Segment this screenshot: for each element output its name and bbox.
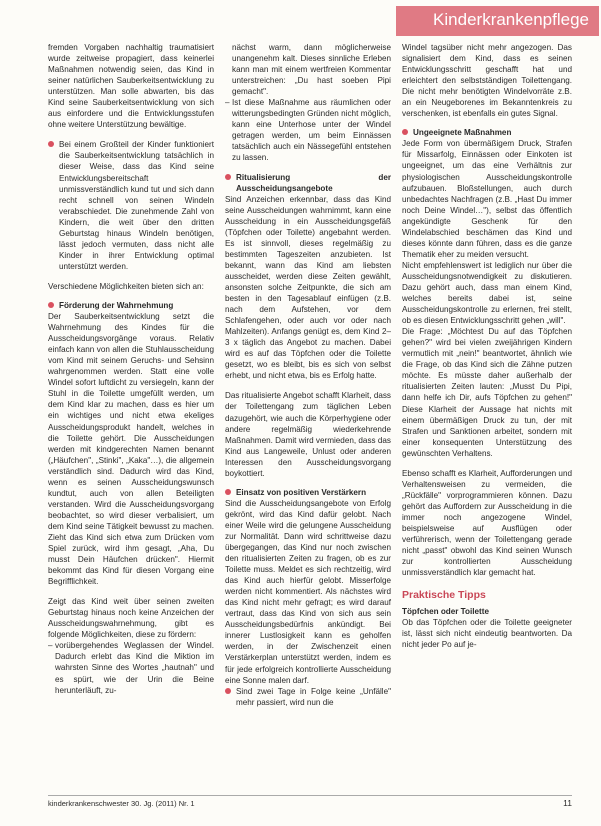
paragraph: nächst warm, dann möglicherweise unangenehm kalt. Dieses sinnliche Erleben kann man mit einem wertfreien Kommentar unterstreichen: „Du hast soeben Pipi gemacht". (232, 43, 391, 97)
paragraph: Ebenso schafft es Klarheit, Aufforderungen und Verhaltensweisen zu vermeiden, die „Rückfälle" vorprogrammieren können. Dazu gehört das Auffordern zur Ausscheidung in die immer noch angezogene Windel, beispielsweise auf Ausflügen oder verführerisch, wenn der Toilettengang gerade nicht „passt" obwohl das Kind seinen Wunsch zur kontrollierten Ausscheidung unmissverständlich klar gemacht hat. (402, 468, 572, 578)
paragraph: Nicht empfehlenswert ist lediglich nur über die Ausscheidungsnotwendigkeit zu diskutieren. Dazu gehört auch, dass man einem Kind, welches bereits dabei ist, seine Ausscheidungskontrolle zu erlernen, frei stellt, ob es diesen Entwicklungsschritt gehen „will". (402, 260, 572, 326)
paragraph: Das ritualisierte Angebot schafft Klarheit, dass der Toilettengang zum täglichen Leben dazugehört, wie auch die Körperhygiene oder andere regelmäßig wiederkehrende Maßnahmen. Damit wird vermieden, dass das Kind aus Langeweile, Unlust oder anderen Interessen den Ausscheidungsvorgang boykottiert. (225, 391, 391, 478)
subheading: Ungeeignete Maßnahmen (402, 127, 572, 138)
column-1 (48, 42, 214, 696)
paragraph: Sind Anzeichen erkennbar, dass das Kind seine Ausscheidungen wahrnimmt, kann eine Ausscheidung in ein Ausscheidungsgefäß (Töpfchen oder Toilette) angebahnt werden. Es ist sinnvoll, dieses regelmäßig zu bestimmten Tageszeiten anzubieten. Ist bekannt, wann das Kind am liebsten ausscheidet, werden diese Zeiten gewählt, ansonsten solche Zeitpunkte, die sich am besten in den Tagesablauf einfügen (z.B. nach dem Aufstehen, vor dem Schlafengehen, oder auch vor oder nach Mahlzeiten). Anfangs genügt es, dem Kind 2–3 x täglich das Angebot zu machen. Dabei wird es auf das Töpfchen oder die Toilette gesetzt, wo es bleibt, bis es sich von selbst erhebt, und nicht etwa, bis es Erfolg hatte. (225, 194, 391, 381)
subheading: Ritualisierung der Ausscheidungsangebote (225, 172, 391, 194)
paragraph: Zeigt das Kind weit über seinen zweiten Geburtstag hinaus noch keine Anzeichen der Ausscheidungswahrnehmung, gibt es folgende Möglichkeiten, diese zu fördern: (48, 597, 214, 640)
bullet-paragraph: Bei einem Großteil der Kinder funktioniert die Sauberkeitsentwicklung tatsächlich in dieser Weise, dass das Kind seine Entwicklungsbereitschaft unmissverständlich kund tut und sich dann recht schnell von seinen Windeln verabschiedet. Die zunehmende Zahl von Kindern, die weit über den dritten Geburtstag hinaus Windeln benötigen, lässt jedoch vermuten, dass nicht alle Kinder in ihrer Entwicklung optimal unterstützt werden. (48, 139, 214, 272)
paragraph: Verschiedene Möglichkeiten bieten sich an: (48, 281, 204, 291)
dash-item: – vorübergehendes Weglassen der Windel. Dadurch erlebt das Kind die Miktion im wahrsten Sinne des Wortes „hautnah" und es spürt, wie der Urin die Beine herunterläuft, zu- (48, 640, 214, 695)
section-title: Kinderkrankenpflege (433, 10, 589, 29)
subheading: Einsatz von positiven Verstärkern (225, 487, 391, 498)
paragraph: fremden Vorgaben nachhaltig traumatisiert wurde zeitweise propagiert, dass keinerlei Maßnahmen notwendig seien, das Kind in seiner natürlichen Sauberkeitsentwicklung zu unterstützen. Man solle abwarten, bis das Kind seine Sauberkeitsentwicklung von sich aus einfordere und die Entwicklungsstufen ohne weitere Unterstützung bewältige. (48, 43, 214, 130)
page-footer (48, 795, 572, 808)
paragraph: Sind die Ausscheidungsangebote von Erfolg gekrönt, wird das Kind dafür gelobt. Nach einer Weile wird die gelungene Ausscheidung zur Normalität. Dann wird schrittweise dazu übergegangen, das Kind nur noch zwischen den ritualisierten Zeiten zu fragen, ob es zur Toilette muss. Meldet es sich rechtzeitig, wird das Kind auch hierfür gelobt. Misserfolge werden nicht kommentiert. Als nächstes wird das Kind nicht mehr gefragt; es wird darauf vertraut, dass das Kind von sich aus sein Ausscheidungsbedürfnis ankündigt. Bei innerer Lustlosigkeit kann es geholfen werden, in der Zwischenzeit einen Verstärkerplan unterstützt werden, indem es für jede erfolgreich kontrollierte Ausscheidung eine Sonne malen darf. (225, 498, 391, 685)
paragraph: Jede Form von übermäßigem Druck, Strafen für Missarfolg, Einnässen oder Einkoten ist ungeeignet, um das eine Verhältnis zur physiologischen Ausscheidungskontrolle aufzubauen. Bloßstellungen, auch durch unbedachtes Nachfragen (z.B. „Hast Du immer noch Deine Windel…"), selbst das öffentlich angekündigte Geschenk für den Windelabschied beschämen das Kind und dieses könnte dann führen, dass es die ganze Thematik eher zu meiden versucht. (402, 139, 572, 259)
dash-item: – Ist diese Maßnahme aus räumlichen oder witterungsbedingten Gründen nicht möglich, kann eine Unterhose unter der Windel getragen werden, um beim Einnässen tatsächlich auch ein Nässegefühl entstehen zu lassen. (225, 97, 391, 163)
subheading: Töpfchen oder Toilette (402, 607, 489, 617)
page-number: 11 (563, 798, 572, 808)
section-header (396, 6, 599, 36)
bullet-paragraph: Sind zwei Tage in Folge keine „Unfälle" mehr passiert, wird nun die (225, 686, 391, 708)
column-3 (402, 42, 572, 650)
column-2 (225, 42, 391, 708)
paragraph: Ob das Töpfchen oder die Toilette geeigneter ist, lässt sich nicht eindeutig beantworten. Da nicht jeder Po auf je- (402, 618, 572, 650)
paragraph: Windel tagsüber nicht mehr angezogen. Das signalisiert dem Kind, dass es seinen Entwicklungsschritt geschafft hat und erleichtert den selbstständigen Toilettengang. Die nicht mehr benötigten Windelvorräte z.B. an ein Neugeborenes im Bekanntenkreis zu verschenken, ist ebenfalls ein gutes Signal. (402, 43, 572, 119)
paragraph: Der Sauberkeitsentwicklung setzt die Wahrnehmung des Kindes für die Ausscheidungsvorgänge voraus. Relativ einfach kann von allen die Stuhlausscheidung vom Kind mit seinem Geruchs- und Sehsinn wahrgenommen werden. Statt eine volle Windel sofort luftdicht zu versiegeln, kann der Stuhl in die Toilette umgefüllt werden, um dem Kind klar zu machen, dass es hier um ein wichtiges und nicht etwa ekeliges Ausscheidungsprodukt handelt, welches in die Toilette gehört. Die Ausscheidungen werden mit kindgerechten Namen benannt („Häufchen", „Stinki", „Kaka"…), die allgemein verständlich sind. Dadurch wird das Kind, wenn es seinen Ausscheidungswunsch kundtut, auch von allen Beteiligten verstanden. Wird die Ausscheidungsvorgang beobachtet, so wird dieser verbalisiert, um dem Kind seine Tätigkeit bewusst zu machen. Zieht das Kind sich etwa zum Drücken vom Spiel zurück, wird ihm gesagt, „Aha, Du musst Dein Häufchen drücken". Hiermit bekommt das Kind für diesen Vorgang eine Begrifflichkeit. (48, 312, 214, 587)
paragraph: Die Frage: „Möchtest Du auf das Töpfchen gehen?" wird bei vielen zweijährigen Kindern vermutlich mit „nein!" beantwortet, ähnlich wie die Frage, ob das Kind sich die Zähne putzen möchte. Es müsste daher außerhalb der ritualisierten Zeiten lauten: „Musst Du Pipi, dann helfe ich Dir, aufs Töpfchen zu gehen!" Diese Klarheit der Aussage hat nichts mit einem übermäßigen Druck zu tun, der mit Strafen und Sanktionen arbeitet, sondern mit einer konsequenten Unterstützung des gewünschten Verhaltens. (402, 327, 572, 458)
subheading: Förderung der Wahrnehmung (48, 300, 214, 311)
section-heading: Praktische Tipps (402, 589, 486, 602)
journal-source: kinderkrankenschwester 30. Jg. (2011) Nr. 1 (48, 799, 195, 808)
